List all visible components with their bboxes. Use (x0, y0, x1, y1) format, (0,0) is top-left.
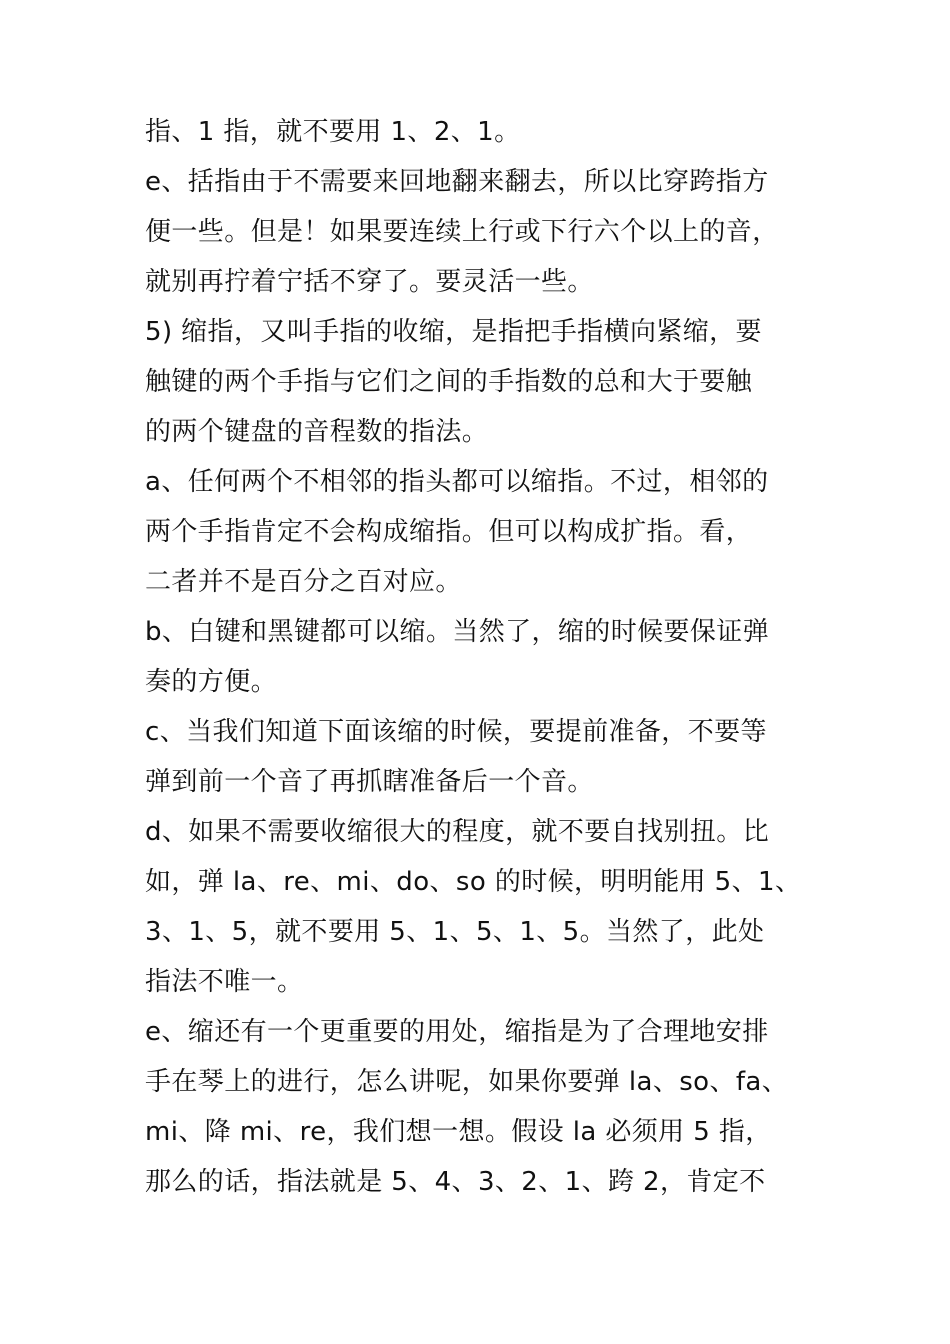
text-line: a、任何两个不相邻的指头都可以缩指。不过，相邻的 (145, 467, 769, 497)
text-line: 如，弹 la、re、mi、do、so 的时候，明明能用 5、1、 (145, 867, 802, 897)
text-line: 的两个键盘的音程数的指法。 (145, 417, 489, 447)
text-line: 就别再拧着宁括不穿了。要灵活一些。 (145, 267, 594, 297)
text-line: 手在琴上的进行，怎么讲呢，如果你要弹 la、so、fa、 (145, 1067, 789, 1097)
text-line: c、当我们知道下面该缩的时候，要提前准备，不要等 (145, 717, 767, 747)
text-line: e、括指由于不需要来回地翻来翻去，所以比穿跨指方 (145, 167, 769, 197)
text-line: mi、降 mi、re，我们想一想。假设 la 必须用 5 指， (145, 1117, 772, 1147)
text-line: 5) 缩指，又叫手指的收缩，是指把手指横向紧缩，要 (145, 317, 762, 347)
text-line: 指、1 指，就不要用 1、2、1。 (145, 117, 521, 147)
body-text (145, 107, 815, 1207)
text-line: d、如果不需要收缩很大的程度，就不要自找别扭。比 (145, 817, 770, 847)
text-line: b、白键和黑键都可以缩。当然了，缩的时候要保证弹 (145, 617, 770, 647)
text-line: 弹到前一个音了再抓瞎准备后一个音。 (145, 767, 594, 797)
text-line: 奏的方便。 (145, 667, 278, 697)
text-line: 触键的两个手指与它们之间的手指数的总和大于要触 (145, 367, 753, 397)
text-line: 那么的话，指法就是 5、4、3、2、1、跨 2，肯定不 (145, 1167, 766, 1197)
text-line: 两个手指肯定不会构成缩指。但可以构成扩指。看， (145, 517, 753, 547)
text-line: 便一些。但是！如果要连续上行或下行六个以上的音， (145, 217, 779, 247)
text-line: 指法不唯一。 (145, 967, 304, 997)
text-line: 二者并不是百分之百对应。 (145, 567, 462, 597)
text-line: 3、1、5，就不要用 5、1、5、1、5。当然了，此处 (145, 917, 765, 947)
text-line: e、缩还有一个更重要的用处，缩指是为了合理地安排 (145, 1017, 769, 1047)
